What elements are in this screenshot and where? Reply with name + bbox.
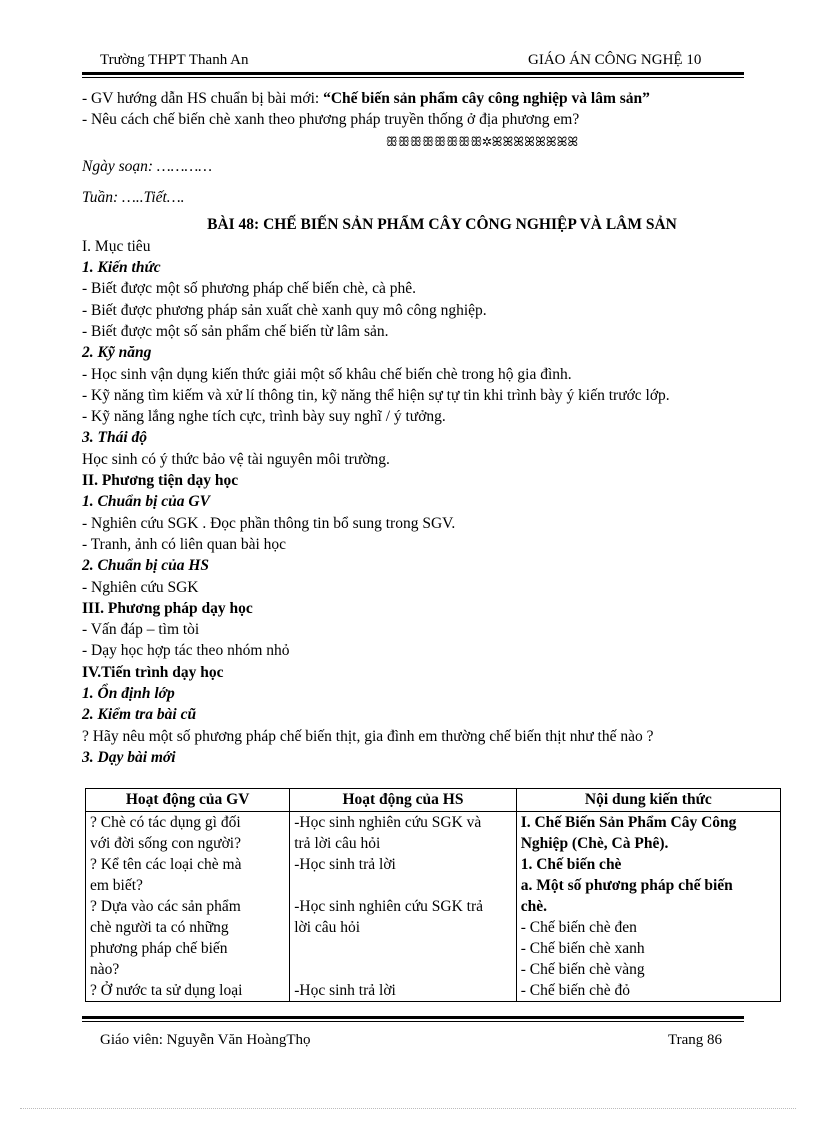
lesson-title: BÀI 48: CHẾ BIẾN SẢN PHẨM CÂY CÔNG NGHIỆP VÀ LÂM SẢN (207, 216, 677, 234)
cell-line: lời câu hỏi (294, 919, 361, 936)
section-heading: I. Mục tiêu (82, 237, 151, 255)
cell-line: nào? (90, 961, 120, 978)
subsection-heading: 3. Dạy bài mới (82, 748, 176, 766)
cell-line (294, 938, 511, 959)
cell-line: -Học sinh trả lời (294, 982, 396, 999)
table-row (86, 812, 781, 1002)
list-item: - Kỹ năng tìm kiếm và xử lí thông tin, kỹ năng thể hiện sự tự tin khi trình bày ý kiến trước lớp. (82, 386, 670, 404)
cell-line: ? Ở nước ta sử dụng loại (90, 982, 243, 999)
date-line: Ngày soạn: ………… (82, 157, 213, 175)
paragraph: Học sinh có ý thức bảo vệ tài nguyên môi trường. (82, 450, 390, 468)
lesson-activity-table (85, 788, 781, 1002)
cell-line: 1. Chế biến chè (520, 856, 622, 873)
cell-line: chè. (520, 898, 547, 915)
cell-line: chè người ta có những (90, 919, 229, 936)
cell-line: a. Một số phương pháp chế biến (520, 877, 733, 894)
cell-line: - Chế biến chè xanh (520, 940, 645, 957)
footer-page-number: Trang 86 (668, 1032, 723, 1048)
intro-line-2: - Nêu cách chế biến chè xanh theo phương pháp truyền thống ở địa phương em? (82, 111, 580, 129)
footer-rule (82, 1016, 744, 1022)
list-item: - Biết được một số phương pháp chế biến chè, cà phê. (82, 280, 417, 298)
paragraph: ? Hãy nêu một số phương pháp chế biến thịt, gia đình em thường chế biến thịt như thế nào ? (82, 727, 654, 745)
list-item: - Học sinh vận dụng kiến thức giải một số khâu chế biến chè trong hộ gia đình. (82, 365, 572, 383)
week-line: Tuần: …..Tiết…. (82, 189, 185, 207)
teacher-activity-cell (86, 812, 290, 1002)
list-item: - Tranh, ảnh có liên quan bài học (82, 535, 287, 553)
cell-line: - Chế biến chè đỏ (520, 982, 631, 999)
cell-line: phương pháp chế biến (90, 940, 228, 957)
subsection-heading: 3. Thái độ (82, 429, 148, 447)
document-body (82, 88, 762, 768)
table-header-cell: Nội dung kiến thức (516, 789, 780, 812)
cell-line: - Chế biến chè đen (520, 919, 637, 936)
student-activity-cell (290, 812, 516, 1002)
header-school: Trường THPT Thanh An (100, 52, 249, 68)
lesson-table-wrapper (85, 788, 781, 1002)
cell-line (294, 959, 511, 980)
page-edge-divider (20, 1108, 796, 1109)
cell-line: - Chế biến chè vàng (520, 961, 645, 978)
header-subject: GIÁO ÁN CÔNG NGHỆ 10 (528, 52, 702, 68)
subsection-heading: 1. Chuẩn bị của GV (82, 493, 210, 511)
cell-line: -Học sinh nghiên cứu SGK trả (294, 898, 483, 915)
section-heading: IV.Tiến trình dạy học (82, 663, 224, 681)
subsection-heading: 2. Kiểm tra bài cũ (82, 706, 197, 724)
cell-line: -Học sinh trả lời (294, 856, 396, 873)
list-item: - Nghiên cứu SGK (82, 578, 199, 596)
table-header-cell: Hoạt động của GV (86, 789, 290, 812)
ornament-divider: ꕥꕥꕥꕥꕥꕥꕥꕥ✲ꕤꕤꕤꕤꕤꕤꕤꕤ (385, 133, 579, 149)
table-header-cell: Hoạt động của HS (290, 789, 516, 812)
cell-line: với đời sống con người? (90, 835, 241, 852)
cell-line: em biết? (90, 877, 143, 894)
cell-line: trả lời câu hỏi (294, 835, 381, 852)
list-item: - Kỹ năng lắng nghe tích cực, trình bày suy nghĩ / ý tưởng. (82, 408, 446, 426)
intro-line-1 (82, 88, 762, 109)
cell-line: ? Chè có tác dụng gì đối (90, 814, 241, 831)
subsection-heading: 1. Kiến thức (82, 259, 161, 277)
list-item: - Vấn đáp – tìm tòi (82, 621, 200, 639)
footer-teacher: Giáo viên: Nguyễn Văn HoàngThọ (100, 1032, 311, 1048)
subsection-heading: 2. Chuẩn bị của HS (82, 557, 210, 575)
list-item: - Biết được phương pháp sản xuất chè xanh quy mô công nghiệp. (82, 301, 487, 319)
list-item: - Dạy học hợp tác theo nhóm nhỏ (82, 642, 290, 660)
intro-line-1-text: - GV hướng dẫn HS chuẩn bị bài mới: (82, 90, 324, 107)
section-heading: III. Phương pháp dạy học (82, 599, 253, 617)
cell-line (294, 875, 511, 896)
cell-line: ? Kể tên các loại chè mà (90, 856, 242, 873)
table-header-row (86, 789, 781, 812)
cell-line: Nghiệp (Chè, Cà Phê). (520, 835, 669, 852)
cell-line: ? Dựa vào các sản phẩm (90, 898, 241, 915)
list-item: - Biết được một số sản phẩm chế biến từ lâm sản. (82, 322, 389, 340)
cell-line: -Học sinh nghiên cứu SGK và (294, 814, 482, 831)
cell-line: I. Chế Biến Sản Phẩm Cây Công (520, 814, 737, 831)
header-rule (82, 72, 744, 78)
next-lesson-title: “Chế biến sản phẩm cây công nghiệp và lâm sản” (323, 90, 650, 107)
section-heading: II. Phương tiện dạy học (82, 472, 239, 490)
knowledge-content-cell (516, 812, 780, 1002)
list-item: - Nghiên cứu SGK . Đọc phần thông tin bổ sung trong SGV. (82, 514, 456, 532)
subsection-heading: 2. Kỹ năng (82, 344, 152, 362)
subsection-heading: 1. Ổn định lớp (82, 685, 175, 703)
